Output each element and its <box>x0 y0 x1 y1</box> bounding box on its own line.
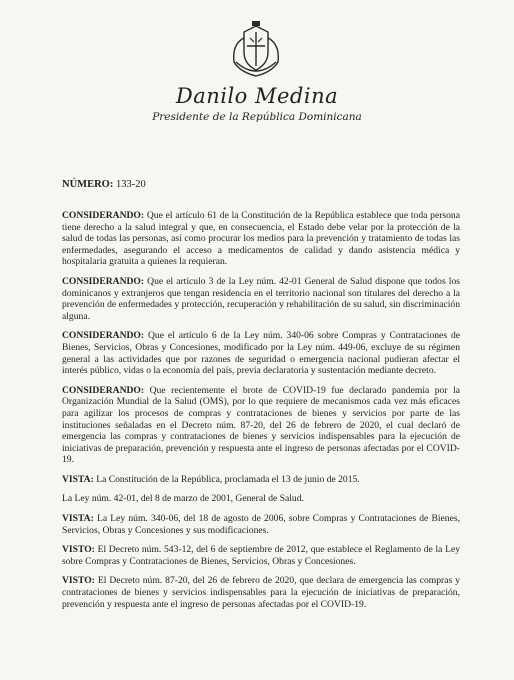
paragraph-lead: CONSIDERANDO: <box>62 275 145 287</box>
paragraph <box>62 330 460 376</box>
paragraph-text: Que recientemente el brote de COVID-19 fue declarado pandemia por la Organización Mundial de la Salud (OMS), por lo que requiere de mecanismos cada vez más eficaces para agilizar los procesos de compras y contrataciones de bienes y servicios por parte de las instituciones señaladas en el Decreto núm. 87-20, del 26 de febrero de 2020, el cual declaró de emergencia las compras y contrataciones de bienes y servicios indispensables para la ejecución de iniciativas de preparación, prevención y respuesta ante el ingreso de personas afectadas por el COVID-19. <box>62 384 460 466</box>
number-value: 133-20 <box>115 179 146 190</box>
paragraph-lead: CONSIDERANDO: <box>62 330 145 342</box>
paragraph <box>62 493 460 505</box>
paragraph-text: Que el artículo 61 de la Constitución de la República establece que toda persona tiene derecho a la salud integral y que, en consecuencia, el Estado debe velar por la protección de la salud de todas las personas, así como procurar los medios para la prevención y tratamiento de todas las enfermedades, asegurando el acceso a medicamentos de calidad y dando asistencia médica y hospitalaria gratuita a quienes la requieran. <box>62 210 460 268</box>
paragraph <box>62 513 460 536</box>
paragraph-lead: VISTA: <box>62 473 94 485</box>
paragraph-text: Que el artículo 3 de la Ley núm. 42-01 General de Salud dispone que todos los dominicanos y extranjeros que tengan residencia en el territorio nacional son titulares del derecho a la prevención de enfermedades y protección, recuperación y rehabilitación de su salud, sin discriminación alguna. <box>62 275 460 322</box>
paragraph <box>62 474 460 486</box>
paragraph <box>62 575 460 610</box>
signature-title: Presidente de la República Dominicana <box>152 111 362 123</box>
paragraph-lead: VISTO: <box>62 575 95 587</box>
paragraph <box>62 385 460 466</box>
paragraph-text: La Constitución de la República, proclamada el 13 de junio de 2015. <box>96 473 360 485</box>
paragraph-text: El Decreto núm. 543-12, del 6 de septiembre de 2012, que establece el Reglamento de la Ley sobre Compras y Contrataciones de Bienes, Servicios, Obras y Concesiones. <box>62 544 461 567</box>
paragraph <box>62 276 460 322</box>
paragraph-lead: VISTO: <box>62 544 95 556</box>
paragraph-text: Que el artículo 6 de la Ley núm. 340-06 sobre Compras y Contrataciones de Bienes, Servicios, Obras y Concesiones, modificado por la Ley núm. 449-06, excluye de su régimen general a las actividades que por razones de seguridad o emergencia nacional pudieran afectar el interés público, vidas o la economía del país, previa declaratoria y sustentación mediante decreto. <box>62 330 461 377</box>
coat-of-arms-seal <box>228 18 284 82</box>
paragraph-lead: CONSIDERANDO: <box>62 384 145 396</box>
document-number <box>62 179 146 190</box>
document-body <box>62 210 460 618</box>
paragraph-text: La Ley núm. 42-01, del 8 de marzo de 2001, General de Salud. <box>62 493 304 505</box>
paragraph <box>62 544 460 567</box>
paragraph-lead: VISTA: <box>62 513 94 525</box>
paragraph-text: El Decreto núm. 87-20, del 26 de febrero de 2020, que declara de emergencia las compras y contrataciones de bienes y servicios indispensables para la ejecución de iniciativas de preparación, prevención y respuesta ante el ingreso de personas afectadas por el COVID-19. <box>62 575 460 610</box>
number-label: NÚMERO: <box>62 179 114 190</box>
paragraph-text: La Ley núm. 340-06, del 18 de agosto de 2006, sobre Compras y Contrataciones de Bienes, Servicios, Obras y Concesiones y sus modificaciones. <box>62 513 460 536</box>
paragraph-lead: CONSIDERANDO: <box>62 210 145 221</box>
signature-name: Danilo Medina <box>175 84 339 108</box>
paragraph <box>62 210 460 268</box>
